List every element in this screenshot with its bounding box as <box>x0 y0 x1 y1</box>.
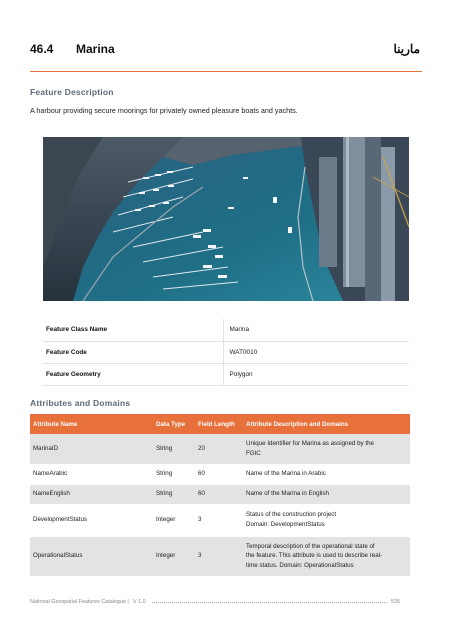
feature-geometry-value: Polygon <box>223 363 409 385</box>
table-row <box>30 504 410 536</box>
description-cell <box>243 434 410 464</box>
data-type-cell: Integer <box>153 536 195 576</box>
attribute-name-cell: OperationalStatus <box>30 536 153 576</box>
footer-separator: | <box>127 599 129 605</box>
attribute-name-cell: NameArabic <box>30 464 153 484</box>
footer-version: V 1.0 <box>133 599 146 605</box>
attribute-name-cell: MarinaID <box>30 434 153 464</box>
feature-info-table <box>43 319 409 386</box>
description-cell <box>243 536 410 576</box>
feature-class-name-label: Feature Class Name <box>43 319 223 341</box>
description-cell: Name of the Marina in English <box>243 484 410 504</box>
data-type-cell: String <box>153 434 195 464</box>
table-header-row <box>30 414 410 434</box>
description-line: Temporal description of the operational state of <box>246 542 375 550</box>
table-row <box>30 484 410 504</box>
description-line: FGIC <box>246 449 261 457</box>
feature-description-text: A harbour providing secure moorings for privately owned pleasure boats and yachts. <box>30 106 298 115</box>
description-cell <box>243 504 410 536</box>
feature-code-value: WAT0010 <box>223 341 409 363</box>
column-header-data-type: Data Type <box>153 414 195 434</box>
section-number: 46.4 <box>30 42 54 56</box>
field-length-cell: 60 <box>195 464 243 484</box>
field-length-cell: 3 <box>195 536 243 576</box>
footer-catalogue-name: National Geospatial Features Catalogue <box>30 599 126 605</box>
field-length-cell: 60 <box>195 484 243 504</box>
marina-aerial-photo <box>43 137 409 301</box>
table-row <box>30 464 410 484</box>
column-header-attribute-name: Attribute Name <box>30 414 153 434</box>
column-header-field-length: Field Length <box>195 414 243 434</box>
section-header <box>30 42 420 62</box>
attributes-table <box>30 414 410 577</box>
table-row <box>30 434 410 464</box>
description-cell: Name of the Marina in Arabic <box>243 464 410 484</box>
feature-description-heading: Feature Description <box>30 87 114 97</box>
footer-title <box>30 599 129 605</box>
table-row <box>43 363 409 385</box>
description-line: time status. Domain: OperationalStatus <box>246 561 354 569</box>
column-header-description: Attribute Description and Domains <box>243 414 410 434</box>
description-line: Status of the construction project <box>246 511 337 519</box>
feature-geometry-label: Feature Geometry <box>43 363 223 385</box>
field-length-cell: 20 <box>195 434 243 464</box>
table-row <box>30 536 410 576</box>
description-line: the feature. This attribute is used to describe real- <box>246 552 383 560</box>
feature-code-label: Feature Code <box>43 341 223 363</box>
header-rule <box>30 71 422 72</box>
page-number: 535 <box>391 599 400 605</box>
table-row <box>43 341 409 363</box>
section-arabic-title: مارينا <box>393 42 420 56</box>
footer-dotted-leader <box>152 602 387 603</box>
attribute-name-cell: DevelopmentStatus <box>30 504 153 536</box>
table-row <box>43 319 409 341</box>
description-line: Unique Identifier for Marina as assigned by the <box>246 440 374 448</box>
data-type-cell: Integer <box>153 504 195 536</box>
data-type-cell: String <box>153 464 195 484</box>
feature-class-name-value: Marina <box>223 319 409 341</box>
description-line: Domain: DevelopmentStatus <box>246 521 325 528</box>
attribute-name-cell: NameEnglish <box>30 484 153 504</box>
attributes-heading: Attributes and Domains <box>30 398 131 408</box>
field-length-cell: 3 <box>195 504 243 536</box>
data-type-cell: String <box>153 484 195 504</box>
section-title: Marina <box>76 42 115 56</box>
page-footer <box>30 599 400 609</box>
